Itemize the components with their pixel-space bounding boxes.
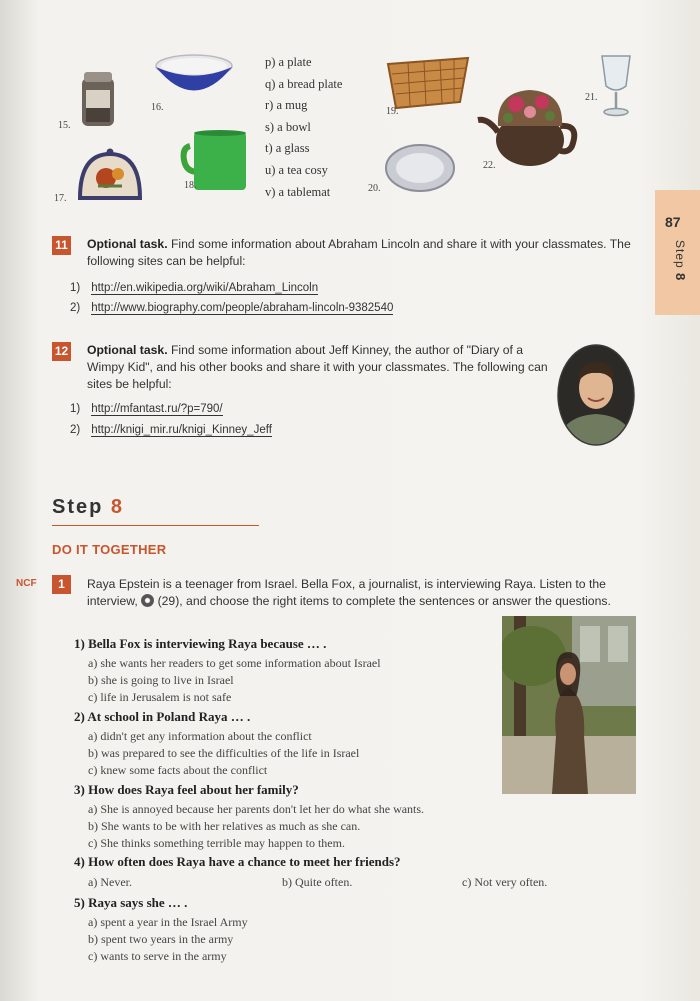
vocab-item: q) a bread plate bbox=[265, 76, 343, 91]
answer-option[interactable]: a) Never. bbox=[88, 875, 132, 889]
vocab-item: p) a plate bbox=[265, 55, 312, 69]
answer-option[interactable]: b) Quite often. bbox=[282, 875, 353, 889]
teapot-picture bbox=[476, 84, 584, 170]
question: 1) Bella Fox is interviewing Raya because … . bbox=[74, 636, 327, 651]
item-number: 15. bbox=[58, 120, 71, 131]
glass-picture bbox=[596, 52, 636, 118]
audio-disc-icon[interactable] bbox=[141, 594, 154, 607]
answer-option[interactable]: b) She wants to be with her relatives as much as she can. bbox=[88, 819, 361, 833]
item-number: 20. bbox=[368, 183, 381, 194]
answer-option[interactable]: c) Not very often. bbox=[462, 875, 548, 889]
page-number: 87 bbox=[665, 214, 681, 230]
task-11-text: Optional task. Find some information about Abraham Lincoln and share it with your classmates. The following sites can be helpful: bbox=[87, 237, 631, 268]
knigi-mir-link[interactable]: http://knigi_mir.ru/knigi_Kinney_Jeff bbox=[91, 424, 272, 436]
step-side-tab bbox=[655, 190, 700, 315]
plate-picture bbox=[383, 142, 457, 194]
item-number: 21. bbox=[585, 92, 598, 103]
item-number: 17. bbox=[54, 193, 67, 204]
link-item: 2) http://knigi_mir.ru/knigi_Kinney_Jeff bbox=[70, 424, 272, 436]
heading-rule bbox=[52, 525, 259, 526]
answer-option[interactable]: c) wants to serve in the army bbox=[88, 949, 227, 963]
exercise-number-badge: 1 bbox=[52, 575, 71, 594]
lincoln-biography-link[interactable]: http://www.biography.com/people/abraham-lincoln-9382540 bbox=[91, 302, 394, 314]
answer-option[interactable]: b) spent two years in the army bbox=[88, 932, 234, 946]
task-number-badge: 12 bbox=[52, 342, 71, 361]
jeff-kinney-portrait bbox=[557, 344, 635, 446]
side-step-label: Step 8 bbox=[673, 240, 688, 282]
item-number: 19. bbox=[386, 106, 399, 117]
exercise-1-intro: Raya Epstein is a teenager from Israel. Bella Fox, a journalist, is interviewing Raya. Listen to the interview, (29), and choose the right items to complete the sentences or answer the questions. bbox=[87, 577, 611, 608]
vocab-item: u) a tea cosy bbox=[265, 162, 328, 177]
answer-option[interactable]: a) didn't get any information about the conflict bbox=[88, 729, 312, 743]
vocab-item: v) a tablemat bbox=[265, 184, 331, 199]
answer-option[interactable]: b) she is going to live in Israel bbox=[88, 673, 234, 687]
answer-option[interactable]: b) was prepared to see the difficulties of the life in Israel bbox=[88, 746, 360, 760]
bowl-picture bbox=[153, 52, 235, 106]
question: 2) At school in Poland Raya … . bbox=[74, 709, 251, 724]
answer-option[interactable]: a) she wants her readers to get some information about Israel bbox=[88, 656, 381, 670]
question: 3) How does Raya feel about her family? bbox=[74, 782, 299, 797]
tea-cosy-picture bbox=[76, 148, 144, 202]
section-heading: DO IT TOGETHER bbox=[52, 542, 167, 557]
mfantast-link[interactable]: http://mfantast.ru/?p=790/ bbox=[91, 403, 223, 415]
link-item: 1) http://en.wikipedia.org/wiki/Abraham_Lincoln bbox=[70, 282, 319, 294]
item-number: 22. bbox=[483, 160, 496, 171]
item-number: 18. bbox=[184, 180, 197, 191]
question: 5) Raya says she … . bbox=[74, 895, 188, 910]
bread-basket-picture bbox=[384, 50, 472, 112]
step-heading: Step 8 bbox=[52, 496, 125, 518]
vocabulary-list bbox=[265, 52, 342, 203]
answer-option[interactable]: c) knew some facts about the conflict bbox=[88, 763, 268, 777]
task-number-badge: 11 bbox=[52, 236, 71, 255]
answer-option[interactable]: c) She thinks something terrible may happen to them. bbox=[88, 836, 345, 850]
question: 4) How often does Raya have a chance to meet her friends? bbox=[74, 854, 401, 869]
lincoln-wikipedia-link[interactable]: http://en.wikipedia.org/wiki/Abraham_Lincoln bbox=[91, 282, 319, 294]
item-number: 16. bbox=[151, 102, 164, 113]
svg-text:NCF: NCF bbox=[16, 578, 37, 589]
answer-option[interactable]: c) life in Jerusalem is not safe bbox=[88, 690, 232, 704]
vocab-item: t) a glass bbox=[265, 141, 310, 156]
vocab-item: s) a bowl bbox=[265, 119, 311, 134]
task-12-text: Optional task. Find some information about Jeff Kinney, the author of "Diary of a Wimpy Kid", and his other books and share it with your classmates. The following can sites be helpful: bbox=[87, 343, 548, 391]
link-item: 1) http://mfantast.ru/?p=790/ bbox=[70, 403, 223, 415]
ncf-badge-icon bbox=[14, 572, 46, 592]
answer-option[interactable]: a) She is annoyed because her parents don't let her do what she wants. bbox=[88, 802, 425, 816]
vocab-item: r) a mug bbox=[265, 98, 308, 113]
link-item: 2) http://www.biography.com/people/abraham-lincoln-9382540 bbox=[70, 302, 394, 314]
jar-picture bbox=[74, 68, 122, 132]
raya-photo bbox=[502, 616, 636, 794]
answer-option[interactable]: a) spent a year in the Israel Army bbox=[88, 915, 248, 929]
